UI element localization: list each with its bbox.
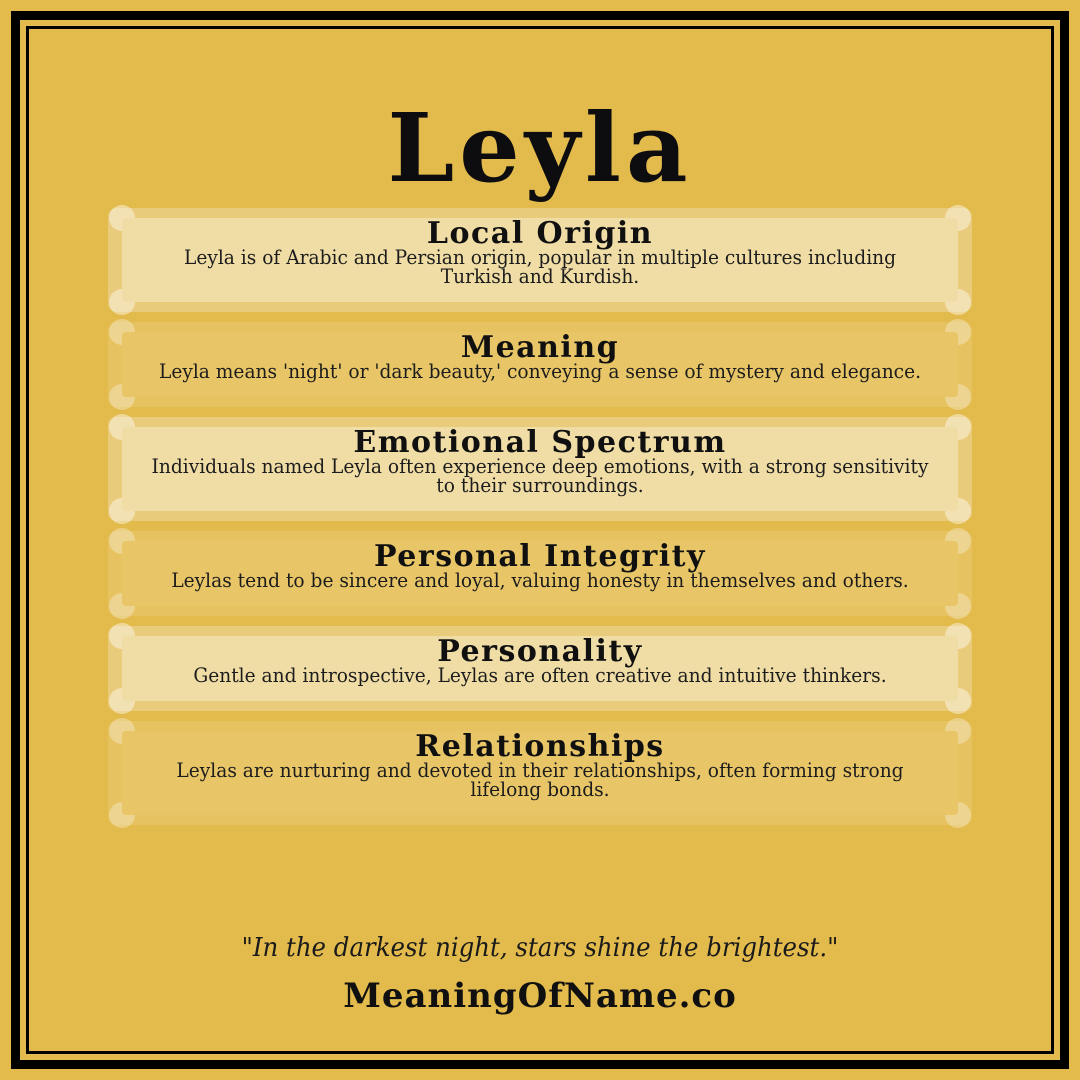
card-text-line: Leyla is of Arabic and Persian origin, popular in multiple cultures including <box>183 245 897 269</box>
card-text-line: Individuals named Leyla often experience deep emotions, with a strong sensitivity <box>151 454 929 478</box>
card-meaning <box>108 322 972 407</box>
card-text-line: Turkish and Kurdish. <box>440 263 640 288</box>
card-title: Personal Integrity <box>374 539 706 574</box>
card-text-line: to their surroundings. <box>436 472 644 497</box>
card-relationships <box>108 721 972 825</box>
card-text-line: Gentle and introspective, Leylas are often creative and intuitive thinkers. <box>193 663 887 687</box>
card-title: Relationships <box>415 729 665 764</box>
card-local-origin <box>108 208 972 312</box>
card-text-line: lifelong bonds. <box>470 776 610 801</box>
card-body <box>122 541 958 606</box>
card-text-line: Leyla means 'night' or 'dark beauty,' conveying a sense of mystery and elegance. <box>158 359 922 383</box>
quote-text: "In the darkest night, stars shine the brightest." <box>241 933 839 963</box>
card-title: Local Origin <box>426 216 654 251</box>
name-title: Leyla <box>387 92 693 204</box>
card-emotional-spectrum <box>108 417 972 521</box>
card-body <box>122 218 958 302</box>
card-title: Personality <box>437 634 643 669</box>
card-title: Meaning <box>460 330 620 365</box>
card-text-line: Leylas tend to be sincere and loyal, valuing honesty in themselves and others. <box>171 568 909 592</box>
card-text-line: Leylas are nurturing and devoted in their relationships, often forming strong <box>176 758 904 782</box>
card-title: Emotional Spectrum <box>353 425 727 460</box>
card-body <box>122 427 958 511</box>
card-body <box>122 731 958 815</box>
branding-text: MeaningOfName.co <box>343 976 737 1016</box>
card-body <box>122 332 958 397</box>
card-personal-integrity <box>108 531 972 616</box>
card-body <box>122 636 958 701</box>
card-personality <box>108 626 972 711</box>
